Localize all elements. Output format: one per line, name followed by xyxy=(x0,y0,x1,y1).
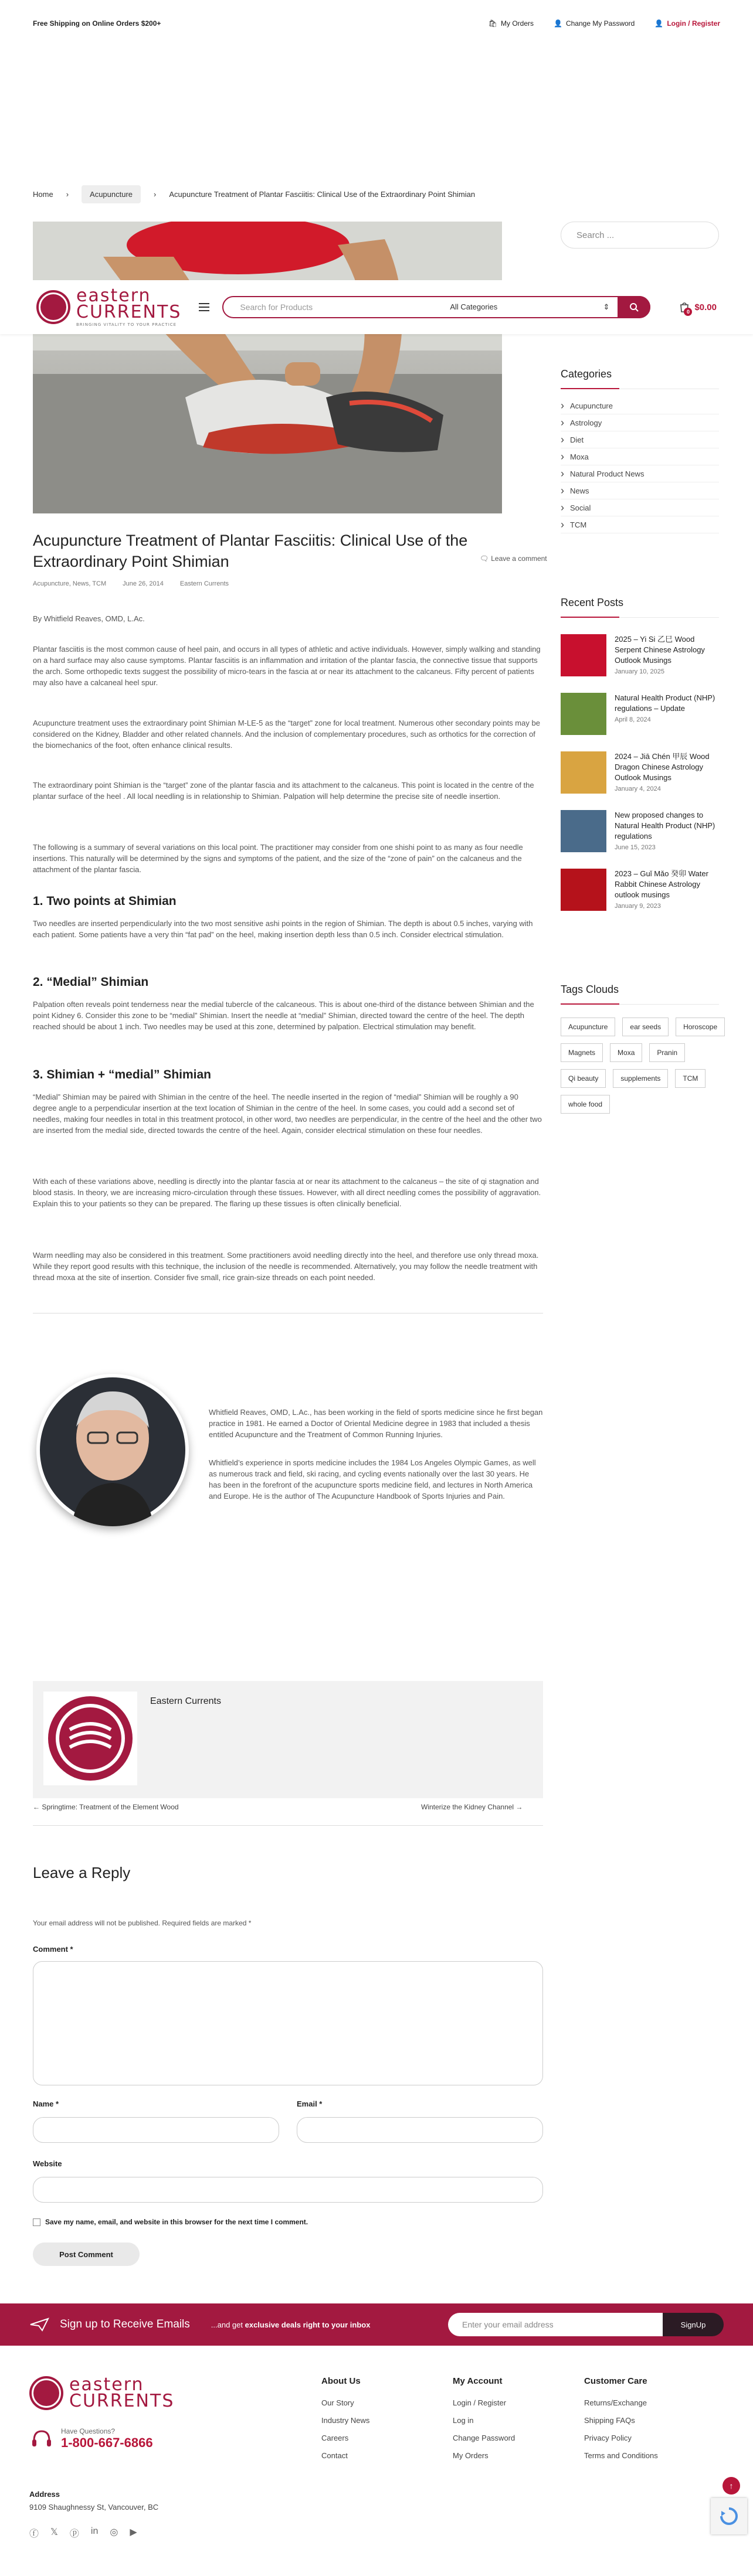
questions-label: Have Questions? xyxy=(61,2427,116,2435)
footer-phone-block xyxy=(29,2427,153,2451)
tag[interactable]: Horoscope xyxy=(676,1018,725,1036)
tag[interactable]: ear seeds xyxy=(622,1018,669,1036)
sidebar-search-input[interactable]: Search ... xyxy=(561,222,719,249)
article-date: June 26, 2014 xyxy=(123,580,164,587)
footer-link[interactable]: Change Password xyxy=(453,2434,515,2442)
divider xyxy=(33,1825,543,1826)
post-title[interactable]: 2024 – Jiā Chén 甲辰 Wood Dragon Chinese Astrology Outlook Musings xyxy=(615,752,710,782)
paragraph: Two needles are inserted perpendicularly into the two most sensitive ashi points in the region of Shimian. The depth is about 0.5 inches, varying with each patient. Some patients have a very thin “fat pad” on the heel, making insertion depth less than 0.5 inch. Consider electrical stimulation. xyxy=(33,919,533,939)
instagram-icon[interactable]: ◎ xyxy=(110,2527,118,2537)
tag[interactable]: Pranin xyxy=(649,1043,685,1062)
change-password-link[interactable]: 👤 Change My Password xyxy=(554,19,635,28)
breadcrumb xyxy=(33,185,475,203)
footer-link[interactable]: Contact xyxy=(321,2451,348,2460)
email-label: Email * xyxy=(297,2099,323,2108)
footer-heading: My Account xyxy=(453,2376,503,2386)
author-photo xyxy=(36,1374,189,1526)
footer-link[interactable]: Shipping FAQs xyxy=(584,2416,635,2425)
search-icon xyxy=(629,302,639,312)
category-item[interactable]: › Acupuncture xyxy=(561,397,719,414)
post-title[interactable]: 2023 – Guǐ Mǎo 癸卯 Water Rabbit Chinese Astrology outlook musings xyxy=(615,869,708,899)
site-logo[interactable] xyxy=(36,285,182,327)
post-date: June 15, 2023 xyxy=(615,844,656,851)
tag[interactable]: Qi beauty xyxy=(561,1069,606,1088)
shipping-notice: Free Shipping on Online Orders $200+ xyxy=(33,19,161,28)
recent-post[interactable] xyxy=(561,751,719,794)
cart-total: $0.00 xyxy=(694,302,717,312)
comment-textarea[interactable] xyxy=(33,1961,543,2085)
recent-posts-title: Recent Posts xyxy=(561,597,719,618)
recaptcha-badge-icon[interactable] xyxy=(711,2498,747,2534)
reply-title: Leave a Reply xyxy=(33,1864,131,1881)
post-thumbnail xyxy=(561,810,606,852)
category-item[interactable]: › Natural Product News xyxy=(561,465,719,482)
logo-text: eastern xyxy=(69,2374,144,2395)
sticky-header xyxy=(0,280,753,334)
signup-button[interactable]: SignUp xyxy=(663,2313,724,2336)
chevron-right-icon: › xyxy=(66,190,69,199)
footer-link[interactable]: Industry News xyxy=(321,2416,370,2425)
post-date: April 8, 2024 xyxy=(615,716,651,723)
user-icon: 👤 xyxy=(654,19,664,28)
signup-sub xyxy=(211,2320,371,2329)
logo-text-2: CURRENTS xyxy=(69,2391,175,2411)
post-thumbnail xyxy=(561,693,606,735)
author-bio: Whitfield’s experience in sports medicine includes the 1984 Los Angeles Olympic Games, as well as numerous track and field, ski racing, and cycling events nationally over the last 30 years. He has been in the forefront of the acupuncture sports medicine field, and lectures in North America and Europe. He is the author of The Acupuncture Handbook of Sports Injuries and Pain. xyxy=(209,1458,536,1500)
top-bar xyxy=(0,0,753,47)
recent-post[interactable] xyxy=(561,810,719,852)
tag[interactable]: Acupuncture xyxy=(561,1018,615,1036)
social-icons xyxy=(29,2526,137,2540)
tag[interactable]: whole food xyxy=(561,1095,610,1114)
address-text: 9109 Shaughnessy St, Vancouver, BC xyxy=(29,2503,159,2512)
chevron-right-icon: › xyxy=(154,190,157,199)
footer-link[interactable]: Login / Register xyxy=(453,2398,507,2407)
footer-about-column xyxy=(321,2376,369,2465)
footer-care-column xyxy=(584,2376,658,2465)
bag-icon: 🛍 xyxy=(488,19,497,28)
reply-note: Your email address will not be published. Required fields are marked * xyxy=(33,1919,252,1927)
scroll-to-top-icon[interactable]: ↑ xyxy=(723,2477,740,2495)
category-select-value: All Categories xyxy=(450,302,498,311)
footer-logo[interactable] xyxy=(29,2376,174,2410)
post-comment-button[interactable]: Post Comment xyxy=(33,2242,140,2266)
post-thumbnail xyxy=(561,634,606,676)
save-info-row xyxy=(33,2218,308,2226)
email-signup-bar xyxy=(0,2303,753,2346)
youtube-icon[interactable]: ▶ xyxy=(130,2527,137,2537)
recent-post[interactable] xyxy=(561,693,719,735)
footer-link[interactable]: Privacy Policy xyxy=(584,2434,632,2442)
tag[interactable]: TCM xyxy=(675,1069,705,1088)
post-date: January 4, 2024 xyxy=(615,785,661,792)
tag-cloud xyxy=(561,1018,731,1114)
address-label: Address xyxy=(29,2490,60,2499)
category-select[interactable] xyxy=(442,302,618,312)
recent-post[interactable] xyxy=(561,634,719,676)
article-title: Acupuncture Treatment of Plantar Fasciitis: Clinical Use of the Extraordinary Point Shimian xyxy=(33,532,468,570)
prev-post-link[interactable]: ← Springtime: Treatment of the Element Wood xyxy=(33,1803,179,1811)
menu-hamburger-icon[interactable] xyxy=(199,303,209,311)
article-categories[interactable]: Acupuncture, News, TCM xyxy=(33,580,107,587)
user-icon: 👤 xyxy=(554,19,562,28)
categories-title: Categories xyxy=(561,368,719,389)
headset-icon xyxy=(29,2427,54,2451)
cart-count-badge: 0 xyxy=(684,308,692,316)
post-thumbnail xyxy=(561,869,606,911)
linkedin-icon[interactable]: in xyxy=(90,2526,99,2536)
next-post-link[interactable]: Winterize the Kidney Channel → xyxy=(421,1803,523,1811)
post-date: January 9, 2023 xyxy=(615,903,661,910)
tags-title: Tags Clouds xyxy=(561,984,719,1005)
post-title[interactable]: 2025 – Yi Si 乙巳 Wood Serpent Chinese Astrology Outlook Musings xyxy=(615,635,705,665)
my-orders-link[interactable]: 🛍 My Orders xyxy=(488,19,534,28)
name-label: Name * xyxy=(33,2099,59,2108)
post-title[interactable]: New proposed changes to Natural Health Product (NHP) regulations xyxy=(615,811,715,840)
category-item[interactable]: › News xyxy=(561,482,719,499)
footer-link[interactable]: Careers xyxy=(321,2434,349,2442)
article-meta xyxy=(33,580,229,587)
footer-link[interactable]: Log in xyxy=(453,2416,474,2425)
breadcrumb-current: Acupuncture Treatment of Plantar Fasciitis: Clinical Use of the Extraordinary Point Shimian xyxy=(169,190,476,199)
post-title[interactable]: Natural Health Product (NHP) regulations – Update xyxy=(615,693,715,713)
signup-title: Sign up to Receive Emails xyxy=(60,2318,190,2330)
footer-heading: About Us xyxy=(321,2376,361,2386)
signup-sub-text: ...and get xyxy=(211,2320,245,2329)
footer-link[interactable]: Returns/Exchange xyxy=(584,2398,647,2407)
paragraph: Warm needling may also be considered in this treatment. Some practitioners avoid needling directly into the heel, and therefore use only thread moxa. While they report good results with this technique, the inclusion of the needle is recommended. Alternatively, you may follow the needle treatment with thread moxa at the site of insertion. Consider five small, rice grain-size threads on each point needed. xyxy=(33,1251,539,1282)
pinterest-icon[interactable]: ⓟ xyxy=(69,2529,79,2539)
recent-post[interactable] xyxy=(561,869,719,911)
logo-text: eastern xyxy=(76,285,151,306)
author-box-name[interactable]: Eastern Currents xyxy=(150,1696,221,1706)
product-search-input[interactable]: Search for Products xyxy=(240,302,313,312)
cart-button[interactable] xyxy=(678,301,717,314)
runner-tying-shoe-illustration xyxy=(33,222,502,513)
post-thumbnail xyxy=(561,751,606,794)
recent-posts-widget xyxy=(561,597,719,911)
recaptcha-icon xyxy=(719,2506,739,2526)
section-heading: 1. Two points at Shimian xyxy=(33,894,177,908)
login-register-link[interactable]: 👤 Login / Register xyxy=(654,19,720,28)
article-author[interactable]: Eastern Currents xyxy=(179,580,229,587)
eastern-currents-logo-icon xyxy=(46,1694,134,1782)
website-label: Website xyxy=(33,2159,62,2168)
email-field[interactable] xyxy=(297,2117,543,2143)
footer-link[interactable]: Terms and Conditions xyxy=(584,2451,658,2460)
signup-email-input[interactable]: Enter your email address xyxy=(448,2313,663,2336)
tags-widget xyxy=(561,984,731,1114)
footer-heading: Customer Care xyxy=(584,2376,647,2386)
save-info-checkbox[interactable] xyxy=(33,2218,40,2226)
category-list xyxy=(561,397,719,533)
phone-number[interactable]: 1-800-667-6866 xyxy=(61,2435,153,2450)
author-box xyxy=(33,1681,543,1798)
author-box-avatar xyxy=(43,1692,137,1785)
logo-text-2: CURRENTS xyxy=(76,302,182,323)
leave-comment-label: Leave a comment xyxy=(491,554,547,563)
breadcrumb-category[interactable]: Acupuncture xyxy=(82,185,141,203)
breadcrumb-home[interactable]: Home xyxy=(33,190,53,199)
save-info-label: Save my name, email, and website in this browser for the next time I comment. xyxy=(45,2218,308,2226)
paragraph: The extraordinary point Shimian is the “target” zone of the plantar fascia and its attachment to the calcaneus. This point is located in the centre of the plantar surface of the heel . All local needling is in relationship to Shimian. Palpation will help determine the precise site of needle insertion. xyxy=(33,781,534,801)
footer-link[interactable]: Our Story xyxy=(321,2398,354,2407)
section-heading: 2. “Medial” Shimian xyxy=(33,975,149,989)
tag[interactable]: Magnets xyxy=(561,1043,603,1062)
post-date: January 10, 2025 xyxy=(615,668,665,675)
paragraph: Palpation often reveals point tenderness near the medial tubercle of the calcaneous. This is about one-third of the distance between Shimian and the point Kidney 6. Consider this zone to be “medial” Shimian. Insert the needle at “medial” Shimian, directed toward the centre of the heel. The depth reached should be about 1 inch. Two needles may be used at this zone, determined by palpation. Electrical stimulation may benefit. xyxy=(33,1000,534,1031)
signup-sub-bold: exclusive deals right to your inbox xyxy=(245,2320,371,2329)
category-item[interactable]: › Diet xyxy=(561,431,719,448)
select-arrows-icon: ⇕ xyxy=(603,302,610,311)
facebook-icon[interactable]: ⓕ xyxy=(29,2529,39,2539)
category-item[interactable]: › Astrology xyxy=(561,414,719,431)
search-button[interactable] xyxy=(618,296,650,318)
footer-link[interactable]: My Orders xyxy=(453,2451,489,2460)
paragraph: Plantar fasciitis is the most common cause of heel pain, and occurs in all types of athletic and active individuals. However, simply walking and standing on a hard surface may also cause symptoms. Plantar fasciitis is an inflammation and irritation of the plantar fascia, the connective tissue that supports the arch. Some orthopedic texts suggest the possibility of micro-tears in the fascia at or near its attachment to the calcaneus. Fifty percent of patients may also have a calcaneal heel spur. xyxy=(33,645,541,687)
author-portrait-illustration xyxy=(36,1374,189,1526)
byline: By Whitfield Reaves, OMD, L.Ac. xyxy=(33,614,145,623)
tag[interactable]: supplements xyxy=(613,1069,668,1088)
x-icon[interactable]: 𝕏 xyxy=(50,2527,58,2537)
author-bio: Whitfield Reaves, OMD, L.Ac., has been working in the field of sports medicine since he first began practice in 1981. He earned a Doctor of Oriental Medicine degree in 1983 that included a thesis entitled Acupuncture and the Treatment of Common Running Injuries. xyxy=(209,1408,543,1439)
leave-comment-link[interactable] xyxy=(480,554,547,563)
section-heading: 3. Shimian + “medial” Shimian xyxy=(33,1068,212,1081)
paragraph: With each of these variations above, needling is directly into the plantar fascia at or near its attachment to the calcaneus – the site of qi stagnation and blood stasis. In theory, we are increasing micro-circulation through these tissues. However, with all direct needling comes the possibility of aggravation. Explain this to your patients so they can be prepared. The flaring up these tissues is often clinically beneficial. xyxy=(33,1177,541,1208)
categories-widget xyxy=(561,368,719,533)
comment-label: Comment * xyxy=(33,1945,73,1954)
logo-mark-icon xyxy=(36,290,70,324)
paragraph: The following is a summary of several variations on this local point. The practitioner may consider from one shishi point to as many as four needle insertions. This naturally will be determined by the signs and symptoms of the patient, and the size of the “zone of pain” on the calcaneus and the attachment of the plantar fascia. xyxy=(33,843,523,874)
category-item[interactable]: › TCM xyxy=(561,516,719,533)
category-item[interactable]: › Moxa xyxy=(561,448,719,465)
paragraph: Acupuncture treatment uses the extraordinary point Shimian M-LE-5 as the “target” zone for local treatment. Numerous other secondary points may be considered on the Kidney, Bladder and other related channels. And the inclusion of complementary procedures, such as orthotics for the correction of the biomechanics of the foot, often enhance clinical results. xyxy=(33,719,540,750)
paragraph: “Medial” Shimian may be paired with Shimian in the centre of the heel. The needle inserted in the region of “medial” Shimian will be roughly a 90 degree angle to a perpendicular insertion at the text location of Shimian in the centre of the heel. In some cases, you could add a second set of needles, making four needles in total in this treatment protocol, in other word, two needles are perpendicular, in the centre of the heel and the other two are inserted from the medial side, directed towards the centre of the heel. Again, consider electrical stimulation on these four needles. xyxy=(33,1093,542,1135)
tag[interactable]: Moxa xyxy=(610,1043,642,1062)
paper-plane-icon xyxy=(29,2318,49,2332)
article-hero-image xyxy=(33,222,502,513)
logo-tagline: BRINGING VITALITY TO YOUR PRACTICE xyxy=(76,322,177,327)
category-item[interactable]: › Social xyxy=(561,499,719,516)
comment-icon: 🗨 xyxy=(480,554,489,563)
product-search-bar xyxy=(222,296,650,318)
footer-account-column xyxy=(453,2376,515,2465)
website-field[interactable] xyxy=(33,2177,543,2203)
logo-mark-icon xyxy=(29,2376,63,2410)
name-field[interactable] xyxy=(33,2117,279,2143)
